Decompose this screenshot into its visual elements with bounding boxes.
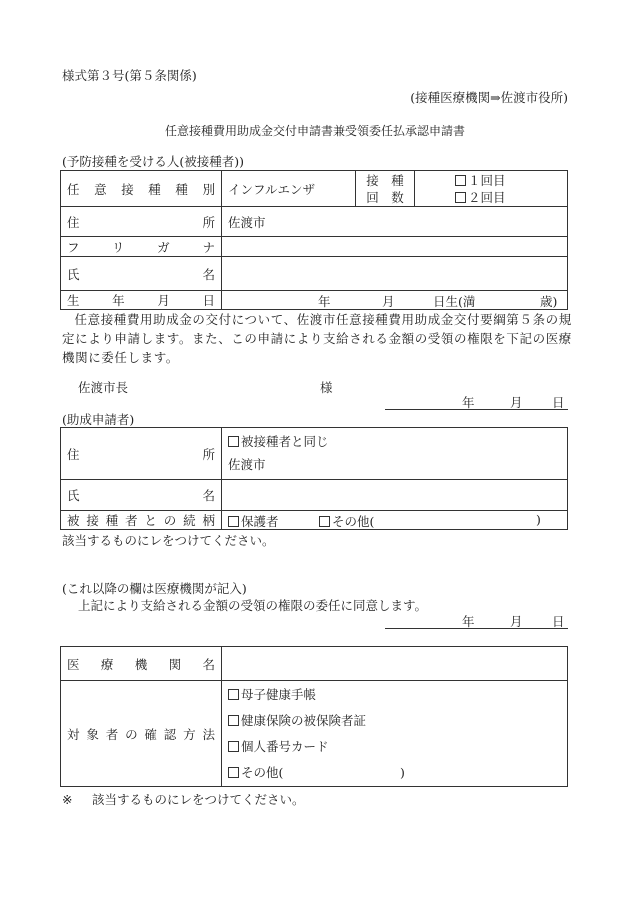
dose-count-options (415, 171, 568, 207)
insurance-card-checkbox[interactable] (228, 715, 239, 726)
medical-heading: (これ以降の欄は医療機関が記入) (62, 581, 247, 596)
relation-label: 被接種者との続柄 (61, 511, 222, 530)
furigana-label: フリガナ (61, 237, 222, 257)
dose-first-option[interactable]: １回目 (455, 172, 561, 189)
consent-date-year: 年 (462, 614, 475, 629)
application-date-rule (385, 409, 568, 410)
applicant-name-label: 氏 名 (61, 480, 222, 511)
institution-name-field[interactable] (222, 647, 568, 681)
consent-date-rule (385, 628, 568, 629)
dose-count-label: 接 種 回 数 (356, 171, 415, 207)
reference-mark: ※ (62, 792, 73, 807)
routing-note: (接種医療機関⇒佐渡市役所) (410, 90, 568, 105)
application-date-day: 日 (552, 395, 565, 410)
dose-second-option[interactable]: ２回目 (455, 189, 561, 206)
institution-name-label: 医療機関名 (61, 647, 222, 681)
applicant-address-value: 佐渡市 (228, 457, 266, 472)
document-title: 任意接種費用助成金交付申請書兼受領委任払承認申請書 (164, 124, 465, 138)
guardian-option[interactable]: 保護者 (228, 512, 279, 530)
medical-note-text: 該当するものにレをつけてください。 (92, 792, 305, 807)
dose-second-checkbox[interactable] (455, 192, 466, 203)
method-maternal-handbook[interactable]: 母子健康手帳 (228, 682, 561, 708)
relation-field (222, 511, 568, 530)
applicant-name-field[interactable] (222, 480, 568, 511)
dob-day: 日生(満 (433, 294, 476, 309)
vaccinee-heading: (予防接種を受ける人(被接種者)) (62, 154, 245, 169)
application-date-year: 年 (462, 395, 475, 410)
dob-age: 歳) (540, 294, 558, 309)
application-date-month: 月 (510, 395, 523, 410)
addressee-honorific: 様 (320, 380, 333, 395)
verification-methods (222, 681, 568, 787)
applicant-address-label: 住 所 (61, 428, 222, 480)
verification-method-label: 対象者の確認方法 (61, 681, 222, 787)
applicant-table (60, 427, 568, 530)
applicant-address-field[interactable] (222, 428, 568, 480)
application-statement: 任意接種費用助成金の交付について、佐渡市任意接種費用助成金交付要綱第５条の規定により申請します。また、この申請により支給される金額の受領の権限を下記の医療機関に委任します。 (62, 312, 572, 365)
vaccination-type-value: インフルエンザ (222, 171, 356, 207)
vaccinee-table (60, 170, 568, 310)
dob-year: 年 (318, 294, 331, 309)
form-number: 様式第３号(第５条関係) (62, 68, 197, 83)
method-other[interactable]: その他( ) (228, 760, 561, 786)
relation-other-checkbox[interactable] (319, 516, 330, 527)
method-insurance-card[interactable]: 健康保険の被保険者証 (228, 708, 561, 734)
method-other-close: ) (400, 765, 405, 780)
furigana-field[interactable] (222, 237, 568, 257)
addressee: 佐渡市長 (78, 380, 129, 395)
consent-date-month: 月 (510, 614, 523, 629)
medical-table (60, 646, 568, 787)
vaccinee-address-value[interactable]: 佐渡市 (222, 207, 568, 237)
dob-month: 月 (382, 294, 395, 309)
relation-other-option[interactable]: その他( (319, 512, 374, 530)
dob-field[interactable] (222, 291, 568, 310)
relation-other-close: ) (536, 512, 541, 527)
method-other-checkbox[interactable] (228, 767, 239, 778)
consent-date-day: 日 (552, 614, 565, 629)
dose-first-checkbox[interactable] (455, 175, 466, 186)
same-as-vaccinee-checkbox[interactable] (228, 436, 239, 447)
consent-statement: 上記により支給される金額の受領の権限の委任に同意します。 (78, 598, 428, 613)
my-number-card-checkbox[interactable] (228, 741, 239, 752)
vaccinee-name-field[interactable] (222, 257, 568, 291)
guardian-checkbox[interactable] (228, 516, 239, 527)
vaccination-type-label: 任意接種種別 (61, 171, 222, 207)
maternal-handbook-checkbox[interactable] (228, 689, 239, 700)
vaccinee-address-label: 住 所 (61, 207, 222, 237)
applicant-heading: (助成申請者) (62, 412, 135, 427)
medical-note (62, 790, 305, 808)
applicant-note: 該当するものにレをつけてください。 (62, 533, 275, 548)
same-as-vaccinee-option[interactable]: 被接種者と同じ (228, 430, 561, 453)
method-my-number-card[interactable]: 個人番号カード (228, 734, 561, 760)
dob-label: 生年月日 (61, 291, 222, 310)
vaccinee-name-label: 氏 名 (61, 257, 222, 291)
